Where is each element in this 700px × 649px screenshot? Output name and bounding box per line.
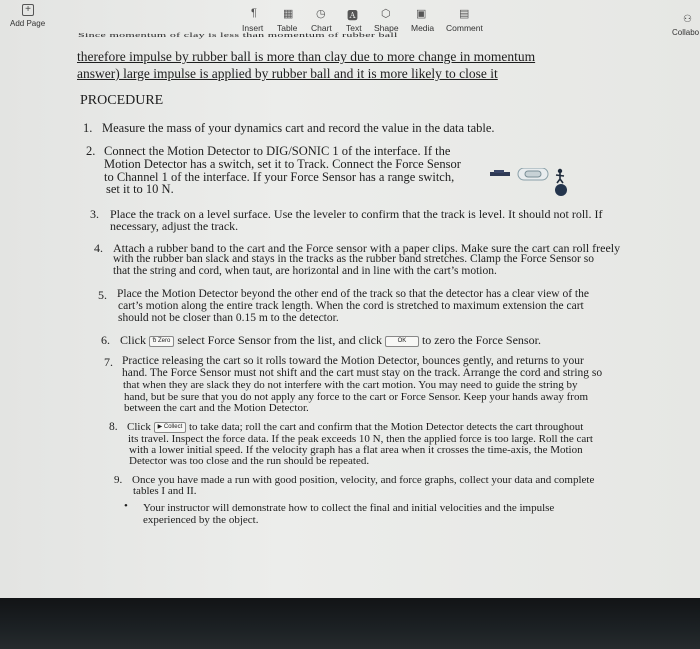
step-5-line-1: Place the Motion Detector beyond the other end of the track so that the detector has a clear view of the bbox=[117, 288, 589, 300]
collect-button[interactable] bbox=[154, 422, 187, 433]
screen-bezel bbox=[0, 598, 700, 649]
step-3-line-1: Place the track on a level surface. Use the leveler to confirm that the track is level. It should not roll. If bbox=[110, 207, 603, 221]
step-1-line-1: Measure the mass of your dynamics cart and record the value in the data table. bbox=[102, 121, 495, 135]
step-3-line-2: necessary, adjust the track. bbox=[110, 219, 239, 233]
sensor-illustration bbox=[490, 168, 576, 198]
insert-button[interactable]: Insert bbox=[242, 23, 264, 33]
text-icon[interactable]: 🅰 bbox=[347, 10, 358, 22]
step-8-line-4: Detector was too close and the run should be repeated. bbox=[129, 455, 370, 467]
collect-label: Collect bbox=[163, 423, 183, 430]
step-4-line-3: that the string and cord, when taut, are horizontal and in line with the cart’s motion. bbox=[113, 265, 497, 277]
shape-button[interactable]: Shape bbox=[374, 23, 399, 33]
step-number: 1. bbox=[83, 121, 93, 135]
step-6-line bbox=[120, 333, 541, 348]
step-6-mid-text: select Force Sensor from the list, and click bbox=[177, 333, 382, 347]
step-number: 6. bbox=[101, 333, 110, 347]
step-2-line-1: Connect the Motion Detector to DIG/SONIC 1 of the interface. If the bbox=[104, 144, 451, 158]
step-8-line-1 bbox=[127, 421, 583, 433]
top-toolbar bbox=[0, 0, 700, 36]
step-8-post-text: to take data; roll the cart and confirm that the Motion Detector detects the cart throughout bbox=[188, 421, 584, 433]
step-8-line-3: with a lower initial speed. If the velocity graph has a flat area when it crosses the time-axis, the Motion bbox=[129, 444, 583, 456]
step-4-line-1: Attach a rubber band to the cart and the Force sensor with a paper clips. Make sure the cart can roll freely bbox=[113, 241, 621, 255]
paragraph-icon[interactable]: ¶ bbox=[251, 7, 257, 19]
zero-button[interactable] bbox=[149, 336, 174, 347]
comment-button[interactable]: Comment bbox=[446, 23, 483, 33]
step-number: 2. bbox=[86, 144, 96, 158]
step-6-click-text: Click bbox=[120, 333, 146, 347]
media-button[interactable]: Media bbox=[411, 23, 435, 33]
collaborate-button[interactable]: Collabo bbox=[672, 28, 700, 37]
text-button[interactable]: Text bbox=[346, 23, 362, 33]
step-7-line-4: hand, but be sure that you do not apply any force to the cart or Force Sensor. Keep your hands away from bbox=[124, 391, 589, 403]
zero-label: Zero bbox=[158, 337, 171, 344]
step-7-line-3: that when they are slack they do not interfere with the cart motion. You may need to guide the string by bbox=[123, 379, 578, 391]
step-7-line-1: Practice releasing the cart so it rolls toward the Motion Detector, bounces gently, and returns to your bbox=[122, 355, 584, 367]
step-2-line-2: Motion Detector has a switch, set it to Track. Connect the Force Sensor bbox=[104, 157, 461, 171]
step-6-post-text: to zero the Force Sensor. bbox=[421, 333, 541, 347]
shape-icon[interactable]: ⬡ bbox=[381, 8, 391, 20]
step-number: 3. bbox=[90, 207, 99, 221]
bullet-line-2: experienced by the object. bbox=[143, 514, 259, 526]
table-icon[interactable]: ▦ bbox=[283, 8, 294, 20]
step-2-line-4: set it to 10 N. bbox=[106, 182, 174, 196]
zero-icon: ᵬ bbox=[153, 337, 157, 344]
step-9-line-1: Once you have made a run with good position, velocity, and force graphs, collect your data and complete bbox=[132, 474, 595, 486]
step-9-line-2: tables I and II. bbox=[133, 485, 197, 497]
step-number: 5. bbox=[98, 288, 107, 302]
step-number: 9. bbox=[114, 474, 123, 486]
table-button[interactable]: Table bbox=[277, 23, 298, 33]
step-number: 7. bbox=[104, 355, 113, 369]
comment-icon[interactable]: ▤ bbox=[459, 8, 470, 20]
media-icon[interactable]: ▣ bbox=[416, 8, 427, 20]
step-number: 8. bbox=[109, 421, 118, 433]
step-8-click-text: Click bbox=[127, 421, 151, 433]
step-number: 4. bbox=[94, 241, 103, 255]
collaborate-icon[interactable]: ⚇ bbox=[683, 14, 692, 25]
answer-line-1: therefore impulse by rubber ball is more than clay due to more change in momentum bbox=[77, 49, 536, 64]
step-5-line-2: cart’s motion along the entire track length. When the cord is stretched to maximum extension the cart bbox=[118, 300, 584, 312]
add-page-icon[interactable]: + bbox=[22, 4, 34, 16]
bullet-line-1: Your instructor will demonstrate how to collect the final and initial velocities and the impulse bbox=[143, 502, 555, 514]
play-icon: ▶ bbox=[157, 423, 163, 430]
procedure-heading: PROCEDURE bbox=[80, 93, 164, 108]
chart-icon[interactable]: ◷ bbox=[316, 8, 326, 20]
chart-button[interactable]: Chart bbox=[311, 23, 332, 33]
step-5-line-3: should not be closer than 0.15 m to the detector. bbox=[118, 312, 339, 324]
step-7-line-2: hand. The Force Sensor must not shift and the cart must stay on the track. Arrange the cord and string so bbox=[122, 367, 603, 379]
cut-off-line: Since momentum of clay is less than momentum of rubber ball bbox=[78, 31, 398, 39]
bullet-dot: • bbox=[124, 500, 128, 512]
add-page-button[interactable]: Add Page bbox=[10, 19, 46, 28]
ok-button[interactable]: OK bbox=[385, 336, 419, 347]
step-4-line-2: with the rubber ban slack and stays in the tracks as the rubber band stretches. Clamp the Force Sensor so bbox=[113, 253, 594, 265]
step-7-line-5: between the cart and the Motion Detector. bbox=[124, 402, 309, 414]
step-2-line-3: to Channel 1 of the interface. If your Force Sensor has a range switch, bbox=[104, 170, 455, 184]
answer-line-2: answer) large impulse is applied by rubber ball and it is more likely to close it bbox=[77, 66, 498, 81]
step-8-line-2: its travel. Inspect the force data. If the peak exceeds 10 N, then the applied force is too large. Roll the cart bbox=[128, 433, 593, 445]
